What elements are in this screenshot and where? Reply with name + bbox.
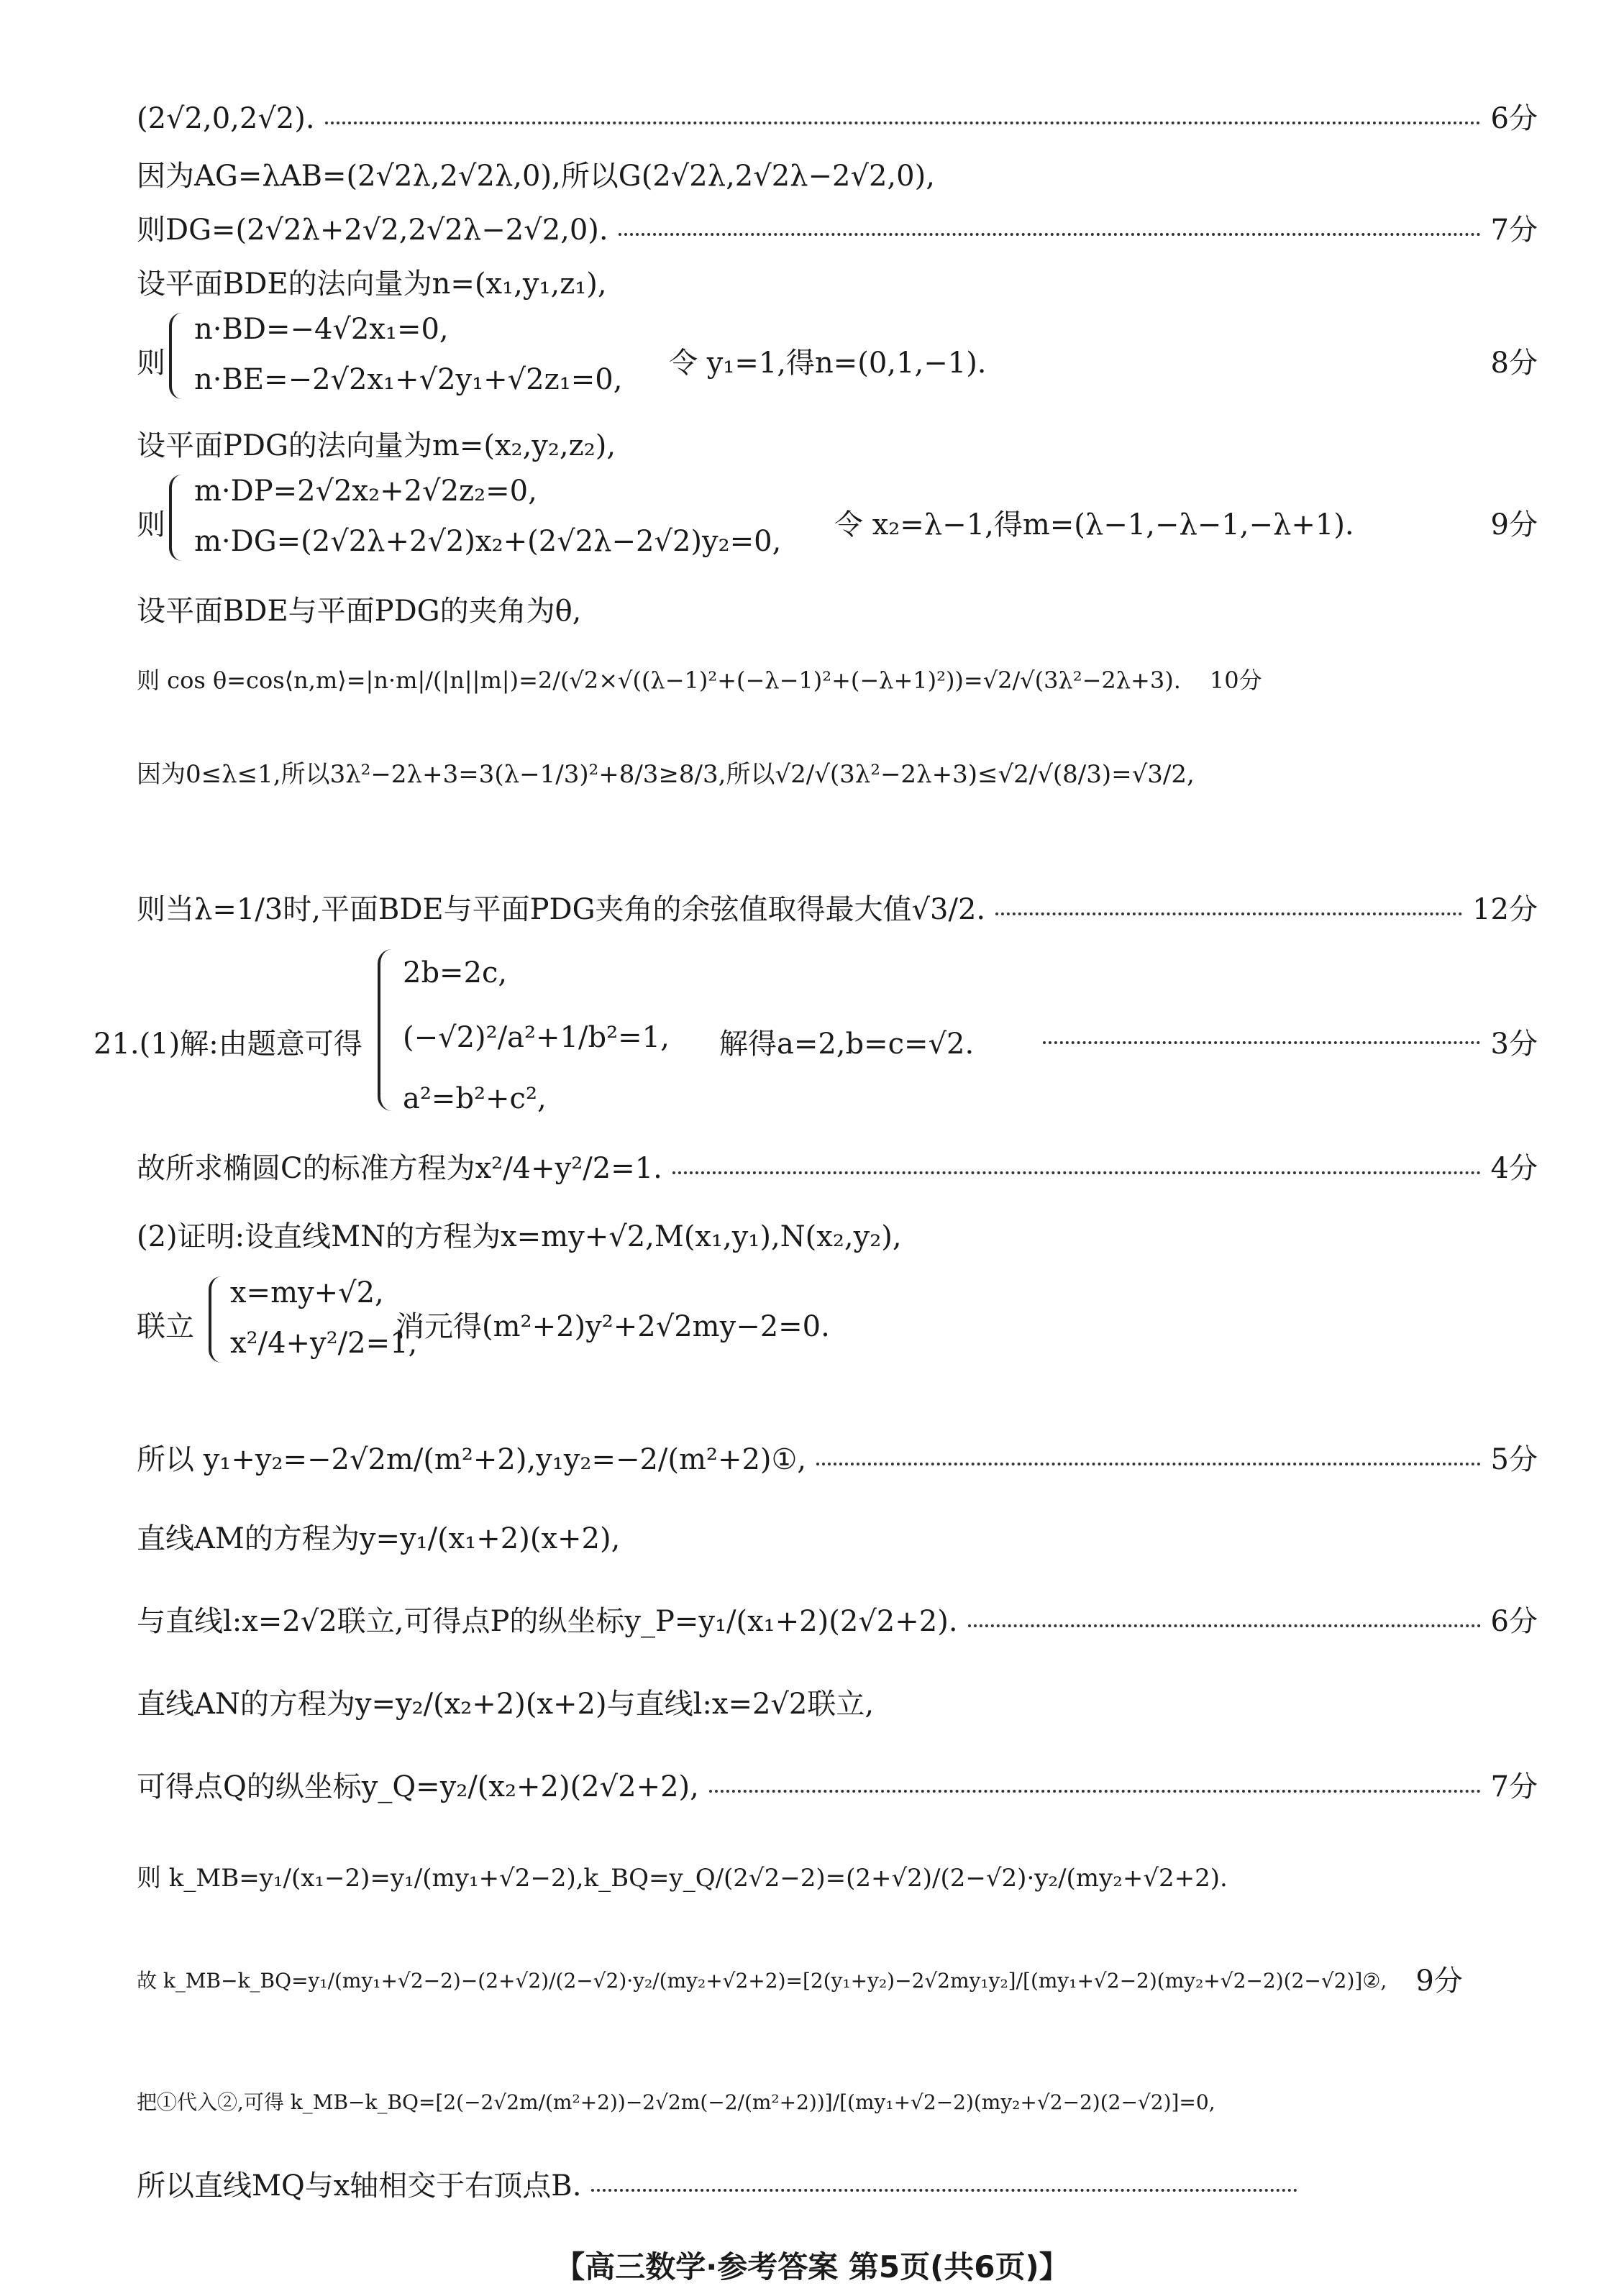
score-label: 7分: [1490, 1770, 1538, 1803]
system-result: 令 y₁=1,得n=(0,1,−1).: [669, 347, 987, 380]
system-row: 2b=2c,: [403, 956, 508, 989]
answer-line: [137, 1524, 1538, 1553]
line-text: 因为AG=λAB=(2√2λ,2√2λ,0),所以G(2√2λ,2√2λ−2√2,0),: [137, 160, 935, 193]
score-label: 4分: [1490, 1152, 1538, 1185]
page-footer: 【高三数学·参考答案 第5页(共6页)】: [555, 2249, 1069, 2284]
line-text: 设平面PDG的法向量为m=(x₂,y₂,z₂),: [137, 429, 616, 462]
system-row: a²=b²+c²,: [403, 1082, 547, 1115]
line-text: 与直线l:x=2√2联立,可得点P的纵坐标y_P=y₁/(x₁+2)(2√2+2).: [137, 1605, 958, 1638]
score-label: 7分: [1490, 214, 1538, 247]
answer-line: [137, 104, 1538, 133]
answer-line: [137, 267, 1538, 301]
system-result: 解得a=2,b=c=√2.: [719, 1028, 975, 1061]
dot-leader: [995, 913, 1462, 915]
system-lead: 联立: [137, 1310, 194, 1343]
left-brace: [378, 949, 396, 1111]
answer-line: [137, 431, 1538, 460]
answer-line: [137, 1690, 1538, 1719]
dot-leader: [816, 1463, 1480, 1465]
system-row: n·BD=−4√2x₁=0,: [194, 313, 449, 346]
line-text: 直线AN的方程为y=y₂/(x₂+2)(x+2)与直线l:x=2√2联立,: [137, 1688, 875, 1721]
equation-system: [137, 313, 1538, 399]
dot-leader: [619, 233, 1481, 236]
line-text: (2√2,0,2√2).: [137, 102, 315, 135]
system-result: 消元得(m²+2)y²+2√2my−2=0.: [396, 1310, 830, 1343]
line-text: 设平面BDE与平面PDG的夹角为θ,: [137, 595, 582, 628]
equation-system: [93, 949, 1538, 1115]
answer-line: [137, 895, 1538, 924]
dot-leader: [1043, 1041, 1480, 1044]
line-text: 可得点Q的纵坐标y_Q=y₂/(x₂+2)(2√2+2),: [137, 1770, 699, 1803]
line-text: 故 k_MB−k_BQ=y₁/(my₁+√2−2)−(2+√2)/(2−√2)·y₂/(my₂+√2+2)=[2(y₁+y₂)−2√2my₁y₂]/[(my₁+√2−2)(my₂+√2−2)(2−√2)]②,: [137, 1969, 1387, 1993]
score-label: 3分: [1490, 1028, 1538, 1061]
equation-system: [137, 1276, 1538, 1363]
system-lead: 则: [137, 347, 165, 380]
left-brace: [169, 475, 188, 561]
line-text: 则DG=(2√2λ+2√2,2√2λ−2√2,0).: [137, 214, 608, 247]
answer-line: [137, 597, 1538, 626]
system-result: 令 x₂=λ−1,得m=(λ−1,−λ−1,−λ+1).: [834, 508, 1354, 541]
score-label: 8分: [1490, 347, 1538, 380]
answer-line: [137, 1965, 1538, 1998]
system-row: m·DP=2√2x₂+2√2z₂=0,: [194, 475, 537, 508]
system-row: n·BE=−2√2x₁+√2y₁+√2z₁=0,: [194, 363, 623, 396]
answer-line: [137, 1154, 1538, 1183]
line-text: 所以 y₁+y₂=−2√2m/(m²+2),y₁y₂=−2/(m²+2)①,: [137, 1443, 807, 1476]
line-text: 直线AM的方程为y=y₁/(x₁+2)(x+2),: [137, 1522, 621, 1555]
answer-line: [137, 162, 1538, 191]
system-row: (−√2)²/a²+1/b²=1,: [403, 1021, 670, 1054]
answer-line: [137, 1864, 1538, 1893]
answer-line: [137, 669, 1538, 692]
line-text: 则 k_MB=y₁/(x₁−2)=y₁/(my₁+√2−2),k_BQ=y_Q/(2√2−2)=(2+√2)/(2−√2)·y₂/(my₂+√2+2).: [137, 1864, 1228, 1893]
system-row: x²/4+y²/2=1,: [230, 1327, 418, 1360]
line-text: 故所求椭圆C的标准方程为x²/4+y²/2=1.: [137, 1152, 662, 1185]
equation-system: [137, 475, 1538, 561]
score-label: 5分: [1490, 1443, 1538, 1476]
system-lead: 21.(1)解:由题意可得: [93, 1028, 362, 1061]
left-brace: [209, 1276, 227, 1363]
dot-leader: [709, 1790, 1481, 1793]
system-row: x=my+√2,: [230, 1276, 384, 1309]
answer-line: [137, 1607, 1538, 1636]
answer-line: [137, 2169, 1308, 2203]
dot-leader: [591, 2189, 1297, 2192]
line-text: 所以直线MQ与x轴相交于右顶点B.: [137, 2169, 582, 2203]
score-label: 6分: [1490, 102, 1538, 135]
line-text: 设平面BDE的法向量为n=(x₁,y₁,z₁),: [137, 267, 607, 301]
line-text: 把①代入②,可得 k_MB−k_BQ=[2(−2√2m/(m²+2))−2√2m(−2/(m²+2))]/[(my₁+√2−2)(my₂+√2−2)(2−√2)]=0,: [137, 2090, 1215, 2114]
answer-line: [137, 762, 1538, 787]
left-brace: [169, 313, 188, 399]
line-text: (2)证明:设直线MN的方程为x=my+√2,M(x₁,y₁),N(x₂,y₂),: [137, 1220, 902, 1253]
dot-leader: [325, 122, 1481, 124]
answer-line: [137, 1222, 1538, 1251]
answer-line: [137, 1445, 1538, 1474]
line-text: 因为0≤λ≤1,所以3λ²−2λ+3=3(λ−1/3)²+8/3≥8/3,所以√2/√(3λ²−2λ+3)≤√2/√(8/3)=√3/2,: [137, 760, 1195, 789]
system-row: m·DG=(2√2λ+2√2)x₂+(2√2λ−2√2)y₂=0,: [194, 525, 782, 558]
score-label: 9分: [1415, 1965, 1463, 1998]
score-label: 9分: [1490, 508, 1538, 541]
dot-leader: [672, 1171, 1481, 1174]
score-label: 6分: [1490, 1605, 1538, 1638]
answer-line: [137, 214, 1538, 247]
dot-leader: [968, 1624, 1481, 1627]
line-text: 则 cos θ=cos⟨n,m⟩=|n·m|/(|n||m|)=2/(√2×√((λ−1)²+(−λ−1)²+(−λ+1)²))=√2/√(3λ²−2λ+3).: [137, 667, 1181, 694]
answer-line: [137, 1770, 1538, 1803]
line-text: 则当λ=1/3时,平面BDE与平面PDG夹角的余弦值取得最大值√3/2.: [137, 893, 986, 926]
answer-line: [137, 2090, 1538, 2114]
system-lead: 则: [137, 508, 165, 541]
score-label: 10分: [1209, 667, 1262, 694]
score-label: 12分: [1472, 893, 1538, 926]
